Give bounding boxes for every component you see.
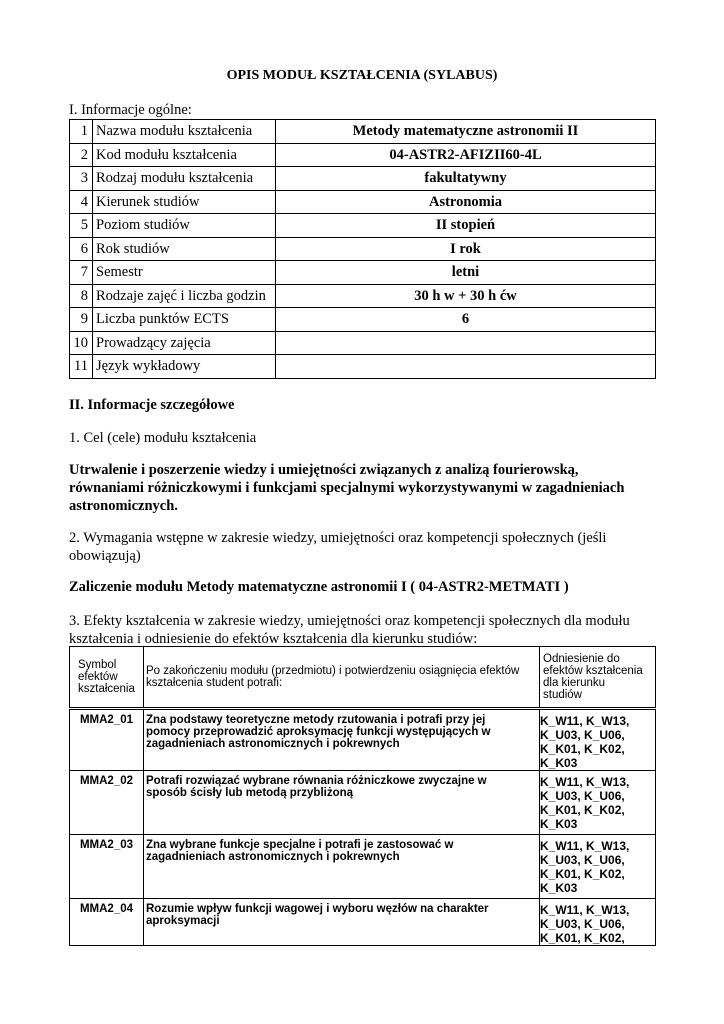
effect-description-line: pomocy przeprowadzić aproksymację funkcji występujących w — [146, 726, 491, 738]
info-row-label: Rodzaje zajęć i liczba godzin — [93, 284, 276, 308]
info-row — [70, 261, 656, 285]
requirements-line: obowiązują) — [69, 548, 141, 564]
effect-reference-line: K_K01, K_K02, — [540, 742, 625, 756]
effects-row — [70, 709, 656, 771]
info-row-value: I rok — [276, 237, 656, 261]
info-row — [70, 120, 656, 144]
requirements-heading — [69, 529, 659, 565]
info-row-value: fakultatywny — [276, 167, 656, 191]
effect-description — [144, 709, 540, 771]
info-row-number: 10 — [70, 331, 93, 355]
info-row-label: Kierunek studiów — [93, 190, 276, 214]
effects-line: kształcenia i odniesienie do efektów kształcenia dla kierunku studiów: — [69, 631, 478, 647]
requirements-line: 2. Wymagania wstępne w zakresie wiedzy, umiejętności oraz kompetencji społecznych (jeśli — [69, 530, 607, 546]
info-row-value: Metody matematyczne astronomii II — [276, 120, 656, 144]
effect-symbol: MMA2_04 — [70, 899, 144, 946]
effect-description-line: Rozumie wpływ funkcji wagowej i wyboru węzłów na charakter — [146, 903, 489, 915]
info-row — [70, 308, 656, 332]
info-row-number: 8 — [70, 284, 93, 308]
effect-reference-line: K_U03, K_U06, — [540, 789, 625, 803]
goal-line: Utrwalenie i poszerzenie wiedzy i umiejętności związanych z analizą fourierowską, — [69, 462, 579, 478]
header-reference-line: studiów — [543, 689, 582, 701]
effect-description-line: zagadnieniach astronomicznych i pokrewnych — [146, 851, 400, 863]
effect-reference-line: K_K03 — [540, 756, 578, 770]
info-row-label: Język wykładowy — [93, 355, 276, 379]
header-reference-line: Odniesienie do — [543, 653, 620, 665]
requirements-value: Zaliczenie modułu Metody matematyczne astronomii I ( 04-ASTR2-METMATI ) — [69, 579, 569, 595]
effect-description-line: aproksymacji — [146, 915, 220, 927]
effect-reference-line: K_K03 — [540, 881, 578, 895]
info-row — [70, 237, 656, 261]
info-row-value: 30 h w + 30 h ćw — [276, 284, 656, 308]
effect-symbol: MMA2_01 — [70, 709, 144, 771]
effects-row — [70, 899, 656, 946]
info-row-label: Nazwa modułu kształcenia — [93, 120, 276, 144]
info-row-label: Semestr — [93, 261, 276, 285]
header-symbol-line: Symbol — [78, 659, 117, 671]
effect-symbol: MMA2_03 — [70, 835, 144, 899]
info-row — [70, 190, 656, 214]
header-reference-line: efektów kształcenia — [543, 665, 643, 677]
info-row-value: 6 — [276, 308, 656, 332]
effect-reference-line: K_K01, K_K02, — [540, 867, 625, 881]
header-description-line: kształcenia student potrafi: — [146, 677, 283, 689]
effect-reference-line: K_K01, K_K02, — [540, 931, 625, 945]
section-general-heading: I. Informacje ogólne: — [69, 102, 192, 118]
goal-text — [69, 461, 659, 515]
info-row — [70, 284, 656, 308]
header-description — [144, 647, 540, 709]
effect-description — [144, 899, 540, 946]
info-row-number: 11 — [70, 355, 93, 379]
general-info-table — [69, 119, 656, 379]
effect-description-line: Zna podstawy teoretyczne metody rzutowania i potrafi przy jej — [146, 714, 486, 726]
info-row-label: Liczba punktów ECTS — [93, 308, 276, 332]
section-detailed-heading: II. Informacje szczegółowe — [69, 397, 235, 413]
info-row-number: 1 — [70, 120, 93, 144]
effect-reference-line: K_U03, K_U06, — [540, 853, 625, 867]
goal-line: równaniami różniczkowymi i funkcjami specjalnymi wykorzystywanymi w zagadnieniach — [69, 480, 625, 496]
effect-reference-line: K_W11, K_W13, — [540, 775, 630, 789]
effect-reference-line: K_W11, K_W13, — [540, 903, 630, 917]
info-row — [70, 167, 656, 191]
effect-description-line: zagadnieniach astronomicznych i pokrewnych — [146, 738, 400, 750]
goal-heading: 1. Cel (cele) modułu kształcenia — [69, 430, 257, 446]
info-row-value: 04-ASTR2-AFIZII60-4L — [276, 143, 656, 167]
info-row-value — [276, 355, 656, 379]
info-row-number: 3 — [70, 167, 93, 191]
effects-line: 3. Efekty kształcenia w zakresie wiedzy, umiejętności oraz kompetencji społecznych dla modułu — [69, 613, 630, 629]
effect-reference — [540, 835, 656, 899]
info-row-value: II stopień — [276, 214, 656, 238]
header-description-line: Po zakończeniu modułu (przedmiotu) i potwierdzeniu osiągnięcia efektów — [146, 665, 520, 677]
effect-reference-line: K_K01, K_K02, — [540, 803, 625, 817]
header-reference — [540, 647, 656, 709]
info-row-number: 6 — [70, 237, 93, 261]
effect-reference-line: K_W11, K_W13, — [540, 714, 630, 728]
effects-table-header — [70, 647, 656, 709]
effect-symbol: MMA2_02 — [70, 771, 144, 835]
info-row-number: 9 — [70, 308, 93, 332]
info-row-label: Rodzaj modułu kształcenia — [93, 167, 276, 191]
info-row-label: Prowadzący zajęcia — [93, 331, 276, 355]
effect-description-line: sposób ścisły lub metodą przybliżoną — [146, 787, 354, 799]
effect-reference — [540, 771, 656, 835]
info-row — [70, 331, 656, 355]
info-row-number: 5 — [70, 214, 93, 238]
effect-description-line: Potrafi rozwiązać wybrane równania różniczkowe zwyczajne w — [146, 775, 487, 787]
info-row-label: Rok studiów — [93, 237, 276, 261]
document-title: OPIS MODUŁ KSZTAŁCENIA (SYLABUS) — [226, 68, 498, 83]
info-row — [70, 355, 656, 379]
effect-description — [144, 771, 540, 835]
info-row — [70, 143, 656, 167]
effect-reference-line: K_W11, K_W13, — [540, 839, 630, 853]
info-row — [70, 214, 656, 238]
effect-description — [144, 835, 540, 899]
learning-effects-table — [69, 646, 656, 946]
info-row-label: Kod modułu kształcenia — [93, 143, 276, 167]
info-row-number: 4 — [70, 190, 93, 214]
header-symbol-line: kształcenia — [78, 683, 135, 695]
effect-reference-line: K_U03, K_U06, — [540, 917, 625, 931]
header-reference-line: dla kierunku — [543, 677, 606, 689]
effect-reference-line: K_U03, K_U06, — [540, 728, 625, 742]
effects-heading — [69, 612, 659, 648]
info-row-number: 7 — [70, 261, 93, 285]
info-row-value — [276, 331, 656, 355]
effect-reference-line: K_K03 — [540, 817, 578, 831]
effect-description-line: Zna wybrane funkcje specjalne i potrafi je zastosować w — [146, 839, 454, 851]
effect-reference — [540, 709, 656, 771]
info-row-label: Poziom studiów — [93, 214, 276, 238]
effect-reference — [540, 899, 656, 946]
goal-line: astronomicznych. — [69, 498, 178, 514]
info-row-value: Astronomia — [276, 190, 656, 214]
header-symbol-line: efektów — [78, 671, 118, 683]
effects-row — [70, 835, 656, 899]
effects-row — [70, 771, 656, 835]
info-row-value: letni — [276, 261, 656, 285]
header-symbol — [70, 647, 144, 709]
info-row-number: 2 — [70, 143, 93, 167]
